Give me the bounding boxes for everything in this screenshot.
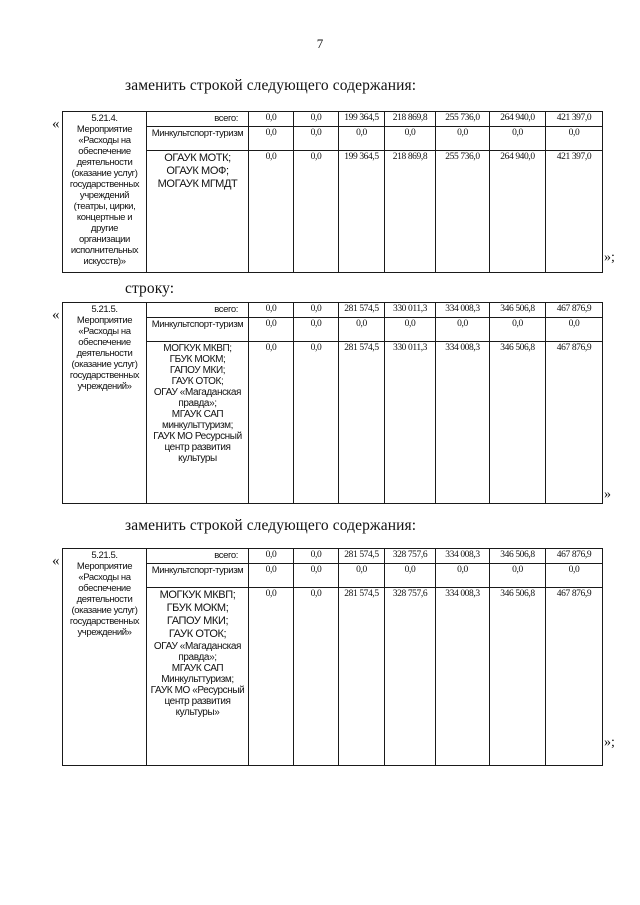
institution-name: МГАУК САП минкульттуризм; [161, 408, 234, 431]
source-institutions [147, 150, 249, 272]
value-cell: 0,0 [249, 318, 294, 341]
value-cell: 0,0 [294, 318, 339, 341]
value-cell: 0,0 [249, 564, 294, 587]
budget-table [62, 302, 603, 504]
source-ministry-label: Минкультспорт-туризм [147, 318, 249, 341]
value-cell: 255 736,0 [436, 150, 490, 272]
activity-cell [63, 303, 147, 504]
value-cell: 0,0 [249, 341, 294, 503]
institution-name: ОГАУК МОТК; [164, 151, 231, 164]
institution-name: МОГКУК МКВП; [163, 342, 232, 354]
value-cell: 0,0 [339, 564, 385, 587]
institution-name: ГАУК МО Ресурсный центр развития культуры [153, 430, 242, 464]
value-cell: 0,0 [294, 549, 339, 564]
value-cell: 467 876,9 [546, 303, 603, 318]
block-heading: заменить строкой следующего содержания: [125, 77, 417, 94]
value-cell: 467 876,9 [546, 587, 603, 765]
value-cell: 346 506,8 [490, 341, 546, 503]
value-cell: 330 011,3 [385, 303, 436, 318]
budget-table [62, 111, 603, 273]
value-cell: 346 506,8 [490, 303, 546, 318]
value-cell: 0,0 [490, 318, 546, 341]
value-cell: 0,0 [249, 303, 294, 318]
value-cell: 199 364,5 [339, 150, 385, 272]
value-cell: 0,0 [339, 127, 385, 150]
close-mark: »; [604, 250, 615, 265]
value-cell: 421 397,0 [546, 150, 603, 272]
institution-name: МОГКУК МКВП; [159, 588, 236, 601]
value-cell: 0,0 [294, 341, 339, 503]
value-cell: 0,0 [249, 127, 294, 150]
value-cell: 0,0 [294, 112, 339, 127]
source-ministry-label: Минкультспорт-туризм [147, 564, 249, 587]
value-cell: 334 008,3 [436, 549, 490, 564]
close-mark: »; [604, 735, 615, 750]
value-cell: 467 876,9 [546, 341, 603, 503]
value-cell: 281 574,5 [339, 303, 385, 318]
activity-description: Мероприятие «Расходы на обеспечение деятельности (оказание услуг) государственных учреждений» [69, 315, 140, 392]
source-institutions [147, 587, 249, 765]
value-cell: 218 869,8 [385, 150, 436, 272]
value-cell: 0,0 [490, 564, 546, 587]
activity-description: Мероприятие «Расходы на обеспечение деятельности (оказание услуг) государственных учреждений» [69, 561, 140, 638]
institution-name: ГБУК МОКМ; [169, 353, 226, 365]
value-cell: 264 940,0 [490, 150, 546, 272]
value-cell: 255 736,0 [436, 112, 490, 127]
value-cell: 0,0 [546, 127, 603, 150]
budget-table [62, 548, 603, 766]
institution-name: МОГАУК МГМДТ [157, 177, 238, 190]
value-cell: 0,0 [294, 587, 339, 765]
value-cell: 0,0 [294, 127, 339, 150]
value-cell: 0,0 [436, 564, 490, 587]
source-ministry-label: Минкультспорт-туризм [147, 127, 249, 150]
value-cell: 0,0 [249, 587, 294, 765]
activity-cell [63, 549, 147, 766]
value-cell: 0,0 [546, 564, 603, 587]
value-cell: 0,0 [294, 564, 339, 587]
institution-name: ГАПОУ МКИ; [169, 364, 226, 376]
institution-name: МГАУК САП Минкульттуризм; [161, 662, 234, 685]
activity-description: Мероприятие «Расходы на обеспечение деятельности (оказание услуг) государственных учреждений (театры, цирки, концертные и другие организации исполнительных искусств)» [69, 124, 140, 267]
source-institutions [147, 341, 249, 503]
value-cell: 0,0 [385, 564, 436, 587]
source-total-label: всего: [147, 303, 249, 318]
institution-name: ГБУК МОКМ; [166, 601, 229, 614]
activity-cell [63, 112, 147, 273]
value-cell: 328 757,6 [385, 549, 436, 564]
value-cell: 0,0 [249, 549, 294, 564]
value-cell: 0,0 [249, 150, 294, 272]
institution-name: ГАУК ОТОК; [171, 375, 224, 387]
institution-name: ГАПОУ МКИ; [166, 614, 229, 627]
value-cell: 330 011,3 [385, 341, 436, 503]
institution-name: ГАУК МО «Ресурсный центр развития культуры» [150, 684, 245, 718]
open-quote: « [52, 116, 60, 132]
institution-name: ОГАУ «Магаданская правда»; [153, 640, 242, 663]
block-heading: строку: [125, 280, 175, 297]
value-cell: 199 364,5 [339, 112, 385, 127]
value-cell: 0,0 [490, 127, 546, 150]
value-cell: 281 574,5 [339, 341, 385, 503]
value-cell: 0,0 [339, 318, 385, 341]
value-cell: 281 574,5 [339, 549, 385, 564]
value-cell: 421 397,0 [546, 112, 603, 127]
source-total-label: всего: [147, 549, 249, 564]
value-cell: 328 757,6 [385, 587, 436, 765]
value-cell: 0,0 [294, 150, 339, 272]
value-cell: 0,0 [385, 318, 436, 341]
value-cell: 0,0 [436, 318, 490, 341]
institution-name: ОГАУК МОФ; [166, 164, 229, 177]
value-cell: 281 574,5 [339, 587, 385, 765]
value-cell: 334 008,3 [436, 341, 490, 503]
value-cell: 0,0 [436, 127, 490, 150]
value-cell: 346 506,8 [490, 549, 546, 564]
value-cell: 334 008,3 [436, 587, 490, 765]
institution-name: ГАУК ОТОК; [168, 627, 227, 640]
value-cell: 334 008,3 [436, 303, 490, 318]
value-cell: 346 506,8 [490, 587, 546, 765]
value-cell: 0,0 [546, 318, 603, 341]
value-cell: 0,0 [385, 127, 436, 150]
open-quote: « [52, 553, 60, 569]
value-cell: 264 940,0 [490, 112, 546, 127]
source-total-label: всего: [147, 112, 249, 127]
activity-code: 5.21.5. [91, 304, 118, 315]
page-number: 7 [316, 36, 324, 51]
value-cell: 0,0 [249, 112, 294, 127]
activity-code: 5.21.5. [91, 550, 118, 561]
value-cell: 218 869,8 [385, 112, 436, 127]
activity-code: 5.21.4. [91, 113, 118, 124]
value-cell: 467 876,9 [546, 549, 603, 564]
open-quote: « [52, 307, 60, 323]
value-cell: 0,0 [294, 303, 339, 318]
close-mark: » [604, 487, 611, 502]
block-heading: заменить строкой следующего содержания: [125, 517, 417, 534]
institution-name: ОГАУ «Магаданская правда»; [153, 386, 242, 409]
